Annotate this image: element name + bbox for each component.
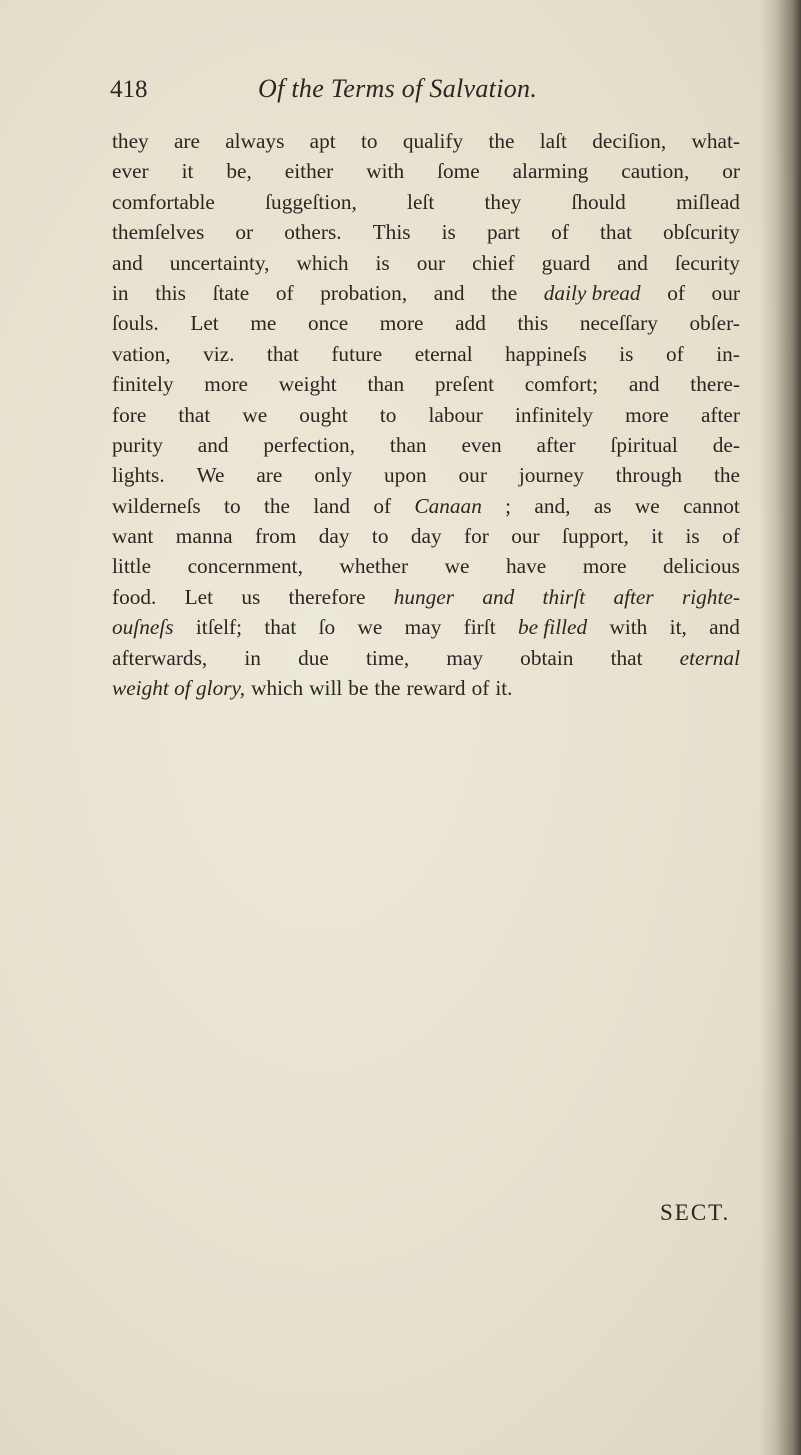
- word: we: [242, 402, 268, 427]
- text-line: [112, 278, 740, 308]
- catchword: SECT.: [660, 1200, 731, 1225]
- word: future: [331, 341, 383, 366]
- word: finitely: [112, 372, 174, 397]
- word: our: [511, 524, 540, 549]
- word: of: [665, 341, 684, 366]
- word: guard: [541, 250, 591, 275]
- word: and: [433, 280, 465, 305]
- word: ſhould: [571, 189, 626, 214]
- word: reward: [406, 676, 466, 701]
- word: to: [360, 129, 378, 153]
- word: afterwards,: [112, 645, 208, 670]
- word: ſpiritual: [610, 432, 678, 457]
- word: ought: [299, 402, 348, 427]
- word: cannot: [683, 493, 740, 518]
- word: concernment,: [187, 554, 303, 579]
- word: through: [615, 463, 683, 488]
- word: is: [685, 524, 700, 549]
- word: only: [314, 463, 353, 488]
- word: more: [582, 554, 627, 579]
- body-text: [112, 126, 740, 703]
- text-line: [112, 156, 740, 186]
- word: and: [197, 432, 229, 457]
- word: that: [610, 645, 643, 670]
- word: vation,: [112, 341, 171, 366]
- word: purity: [112, 432, 163, 457]
- text-line: [112, 248, 740, 278]
- word: qualify: [402, 129, 464, 153]
- word: of: [471, 676, 490, 701]
- word: part: [486, 220, 521, 245]
- word: or: [722, 159, 740, 184]
- word: lights.: [112, 463, 165, 488]
- word: after: [700, 402, 740, 427]
- page-header: [110, 70, 710, 110]
- word: me: [250, 311, 277, 336]
- word: that: [600, 220, 632, 245]
- word: in-: [716, 341, 740, 366]
- word: infinitely: [514, 402, 594, 427]
- word: deciſion,: [592, 129, 667, 153]
- word: Let: [190, 311, 219, 336]
- word: our: [458, 463, 487, 488]
- word: obſer-: [689, 311, 740, 336]
- word: either: [284, 159, 334, 184]
- italic-word: righte-: [681, 584, 740, 609]
- word: for: [464, 524, 489, 549]
- word: land: [313, 493, 350, 518]
- word: this: [155, 280, 186, 305]
- word: are: [173, 129, 200, 153]
- word: eternal: [414, 341, 473, 366]
- word: is: [375, 250, 390, 275]
- word: to: [224, 493, 241, 518]
- word: apt: [309, 129, 336, 153]
- word: due: [298, 645, 329, 670]
- word: even: [461, 432, 502, 457]
- word: obtain: [520, 645, 574, 670]
- text-line: [112, 643, 740, 673]
- word: it,: [669, 615, 687, 640]
- word: in: [112, 280, 129, 305]
- word: and,: [534, 493, 571, 518]
- text-line: [112, 491, 740, 521]
- word: there-: [690, 372, 740, 397]
- word: happineſs: [505, 341, 587, 366]
- word: manna: [175, 524, 233, 549]
- word: of: [722, 524, 740, 549]
- word: time,: [366, 645, 410, 670]
- word: viz.: [203, 341, 235, 366]
- word: day: [410, 524, 442, 549]
- word: neceſſary: [579, 311, 658, 336]
- word: little: [112, 554, 152, 579]
- word: us: [241, 584, 261, 609]
- word: may: [404, 615, 442, 640]
- word: always: [225, 129, 285, 153]
- word: of: [551, 220, 569, 245]
- word: more: [379, 311, 424, 336]
- word: and: [112, 250, 143, 275]
- word: caution,: [621, 159, 690, 184]
- word: de-: [712, 432, 740, 457]
- word: the: [263, 493, 290, 518]
- italic-word: eternal: [679, 645, 740, 670]
- word: themſelves: [112, 220, 205, 245]
- text-line: [112, 308, 740, 338]
- word: obſcurity: [663, 220, 740, 245]
- word: ſo: [318, 615, 336, 640]
- word: the: [374, 676, 401, 701]
- word: once: [307, 311, 349, 336]
- word: what-: [691, 129, 740, 153]
- word: may: [446, 645, 484, 670]
- word: our: [711, 280, 740, 305]
- word: of: [373, 493, 392, 518]
- word: and: [709, 615, 740, 640]
- word: preſent: [434, 372, 494, 397]
- word: Let: [184, 584, 214, 609]
- text-line: [112, 430, 740, 460]
- word: than: [367, 372, 405, 397]
- text-line: [112, 582, 740, 612]
- italic-word: thirſt: [542, 584, 586, 609]
- word: we: [444, 554, 470, 579]
- italic-word: weight of glory,: [112, 676, 246, 701]
- word: is: [441, 220, 456, 245]
- word: this: [517, 311, 549, 336]
- word: our: [416, 250, 446, 275]
- word: others.: [284, 220, 342, 245]
- word: probation,: [320, 280, 408, 305]
- word: have: [505, 554, 547, 579]
- running-title: Of the Terms of Salvation.: [258, 74, 538, 103]
- word: more: [204, 372, 249, 397]
- word: of: [667, 280, 685, 305]
- word: are: [256, 463, 283, 488]
- word: therefore: [288, 584, 366, 609]
- word: miſlead: [676, 189, 740, 214]
- word: that: [178, 402, 211, 427]
- italic-word: ouſneſs: [112, 615, 174, 640]
- word: it: [651, 524, 664, 549]
- word: perfection,: [263, 432, 356, 457]
- word: as: [593, 493, 612, 518]
- word: the: [488, 129, 515, 153]
- word: the: [491, 280, 518, 305]
- italic-word: be filled: [517, 615, 588, 640]
- word: leſt: [407, 189, 435, 214]
- italic-word: daily bread: [543, 280, 641, 305]
- word: which: [251, 676, 304, 701]
- word: ſtate: [212, 280, 250, 305]
- word: be: [348, 676, 369, 701]
- word: that: [264, 615, 297, 640]
- word: more: [625, 402, 669, 427]
- word: will: [309, 676, 343, 701]
- word: firſt: [463, 615, 496, 640]
- word: chief: [472, 250, 515, 275]
- word: to: [371, 524, 389, 549]
- word: with: [609, 615, 648, 640]
- word: ever: [112, 159, 149, 184]
- page-number: 418: [110, 76, 148, 103]
- word: ſuggeſtion,: [265, 189, 357, 214]
- word: of: [275, 280, 294, 305]
- word: This: [372, 220, 411, 245]
- word: and: [628, 372, 660, 397]
- text-line: [112, 400, 740, 430]
- italic-word: and: [482, 584, 515, 609]
- text-line: [112, 612, 740, 642]
- text-line: [112, 521, 740, 551]
- word: whether: [339, 554, 409, 579]
- word: or: [235, 220, 254, 245]
- word: the: [713, 463, 740, 488]
- word: is: [619, 341, 634, 366]
- word: weight: [278, 372, 337, 397]
- word: upon: [384, 463, 427, 488]
- word: it: [181, 159, 194, 184]
- word: delicious: [663, 554, 740, 579]
- word: we: [357, 615, 383, 640]
- italic-word: Canaan: [414, 493, 482, 518]
- text-line: [112, 217, 740, 247]
- italic-word: after: [613, 584, 654, 609]
- word: fore: [112, 402, 147, 427]
- word: it.: [495, 676, 513, 701]
- text-line: [112, 369, 740, 399]
- word: comfortable: [112, 189, 215, 214]
- word: laſt: [539, 129, 567, 153]
- text-line: [112, 460, 740, 490]
- text-line: [112, 339, 740, 369]
- word: ſouls.: [112, 311, 159, 336]
- word: We: [196, 463, 225, 488]
- word: food.: [112, 584, 157, 609]
- word: be,: [226, 159, 252, 184]
- word: ſome: [437, 159, 480, 184]
- word: labour: [428, 402, 483, 427]
- word: and: [617, 250, 648, 275]
- word: which: [296, 250, 349, 275]
- text-line: [112, 551, 740, 581]
- word: from: [254, 524, 297, 549]
- word: want: [112, 524, 154, 549]
- word: with: [366, 159, 405, 184]
- word: uncertainty,: [169, 250, 270, 275]
- word: in: [244, 645, 261, 670]
- text-line: [112, 126, 740, 156]
- word: alarming: [512, 159, 589, 184]
- text-line: [112, 187, 740, 217]
- text-line: [112, 673, 740, 703]
- word: ſupport,: [562, 524, 629, 549]
- page-spine-shadow: [759, 0, 801, 1455]
- word: they: [484, 189, 522, 214]
- word: than: [389, 432, 427, 457]
- italic-word: hunger: [393, 584, 455, 609]
- word: we: [634, 493, 660, 518]
- word: journey: [518, 463, 584, 488]
- word: they: [112, 129, 149, 153]
- word: day: [318, 524, 350, 549]
- word: ;: [505, 493, 512, 518]
- word: itſelf;: [195, 615, 242, 640]
- word: comfort;: [524, 372, 599, 397]
- word: wilderneſs: [112, 493, 201, 518]
- word: after: [536, 432, 576, 457]
- word: add: [455, 311, 486, 336]
- word: that: [266, 341, 299, 366]
- word: ſecurity: [674, 250, 740, 275]
- word: to: [379, 402, 397, 427]
